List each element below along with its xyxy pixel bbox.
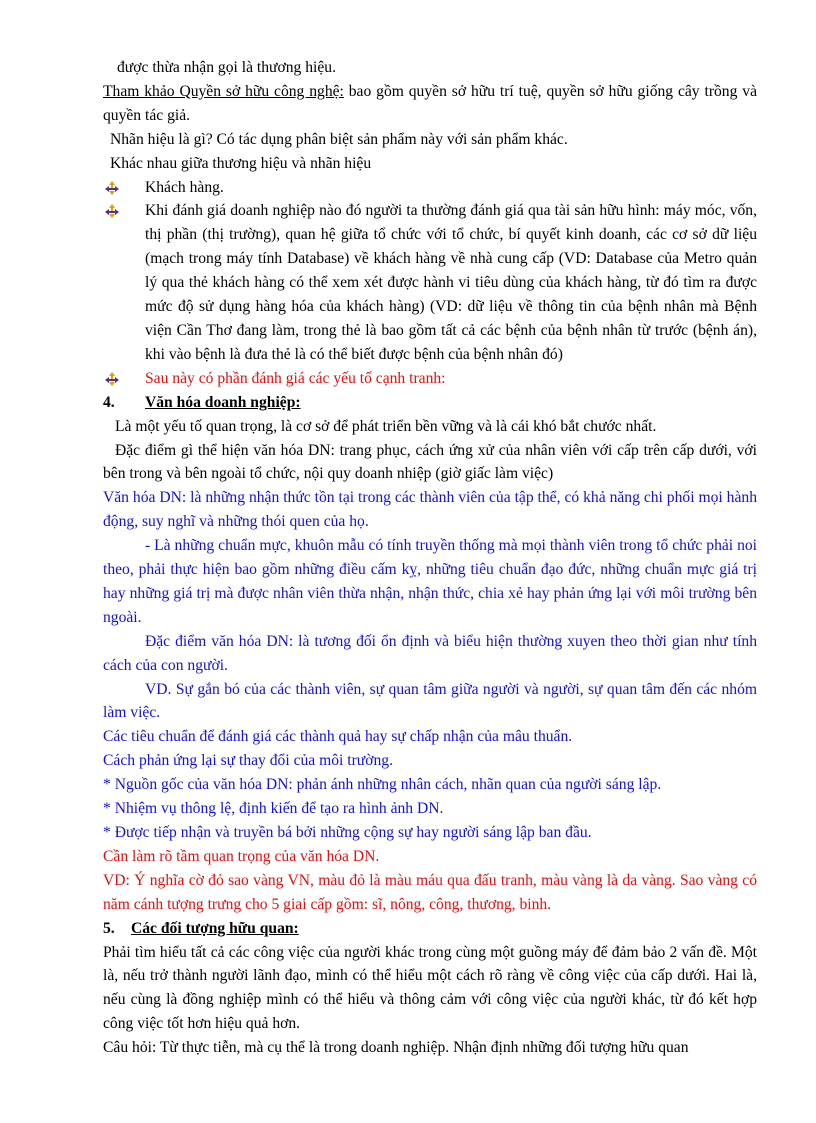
paragraph: Đặc điểm gì thể hiện văn hóa DN: trang phục, cách ứng xử của nhân viên với cấp trên cấp dưới, với bên trong và bên ngoài tổ chức, nội quy doanh nhiệp (giờ giấc làm việc) — [103, 441, 757, 483]
underlined-label: Tham khảo Quyền sở hữu công nghệ: — [103, 82, 344, 100]
paragraph: * Được tiếp nhận và truyền bá bởi những cộng sự hay người sáng lập ban đầu. — [103, 824, 592, 841]
bullet-item — [103, 367, 757, 391]
section-4-heading — [103, 391, 757, 415]
paragraph: Phải tìm hiểu tất cả các công việc của người khác trong cùng một guồng máy để đảm bảo 2 vấn đề. Một là, nếu trở thành người lãnh đạo, mình có thể hiểu một cách rõ ràng về công việc của cấp dưới. Hai là, nếu cùng là đồng nghiệp mình có thể hiểu và thông cảm với công việc của người khác, từ đó kết hợp công việc tốt hơn hiệu quả hơn. — [103, 943, 757, 1033]
section-title: Văn hóa doanh nghiệp: — [145, 393, 301, 411]
paragraph: * Nhiệm vụ thông lệ, định kiến để tạo ra hình ảnh DN. — [103, 800, 444, 818]
section-number: 5. — [103, 919, 115, 937]
paragraph: Nhãn hiệu là gì? Có tác dụng phân biệt sản phẩm này với sản phẩm khác. — [110, 130, 568, 148]
bullet-text: Sau này có phần đánh giá các yếu tố cạnh tranh: — [145, 369, 446, 387]
section-5-heading — [103, 917, 757, 941]
paragraph: được thừa nhận gọi là thương hiệu. — [117, 59, 336, 76]
paragraph: Câu hỏi: Từ thực tiễn, mà cụ thể là trong doanh nghiệp. Nhận định những đối tượng hữu quan — [103, 1039, 689, 1057]
paragraph-tham-khao — [103, 80, 757, 128]
four-way-arrow-bullet-icon — [105, 372, 119, 386]
section-title: Các đối tượng hữu quan: — [131, 919, 299, 937]
paragraph: Khác nhau giữa thương hiệu và nhãn hiệu — [110, 154, 372, 172]
paragraph: VD. Sự gắn bó của các thành viên, sự quan tâm giữa người và người, sự quan tâm đến các nhóm làm việc. — [103, 680, 757, 722]
bullet-item — [103, 199, 757, 366]
paragraph: VD: Ý nghĩa cờ đỏ sao vàng VN, màu đỏ là màu máu qua đấu tranh, màu vàng là da vàng. Sao vàng có năm cánh tượng trưng cho 5 giai cấp gồm: sĩ, nông, công, thương, binh. — [103, 871, 757, 913]
paragraph: Đặc điểm văn hóa DN: là tương đối ổn định và biểu hiện thường xuyen theo thời gian như tính cách của con người. — [103, 632, 757, 674]
paragraph: Văn hóa DN: là những nhận thức tồn tại trong các thành viên của tập thể, có khả năng chi phối mọi hành động, suy nghĩ và những thói quen của họ. — [103, 489, 757, 531]
paragraph: Cách phản ứng lại sự thay đổi của môi trường. — [103, 752, 393, 770]
bullet-text: Khách hàng. — [145, 178, 224, 196]
paragraph: - Là những chuẩn mực, khuôn mẫu có tính truyền thống mà mọi thành viên trong tổ chức phải noi theo, phải thực hiện bao gồm những điều cấm kỵ, những tiêu chuẩn đạo đức, những chuẩn mực giá trị hay những giá trị mà được nhân viên thừa nhận, nhận thức, chia xẻ hay phản ứng lại với môi trường bên ngoài. — [103, 537, 757, 626]
bullet-item — [103, 176, 757, 200]
four-way-arrow-bullet-icon — [105, 181, 119, 195]
four-way-arrow-bullet-icon — [105, 204, 119, 218]
document-page — [103, 56, 757, 1060]
section-number: 4. — [103, 393, 115, 411]
bullet-text: Khi đánh giá doanh nghiệp nào đó người ta thường đánh giá qua tài sản hữu hình: máy móc, vốn, thị phần (thị trường), quan hệ giữa tổ chức với tổ chức, bí quyết kinh doanh, các cơ sở dữ liệu (mạch trong máy tính Database) về khách hàng về nhà cung cấp (VD: Database của Metro quản lý qua thẻ khách hàng có thể xem xét được hành vi tiêu dùng của khách hàng, từ đó tìm ra được mức độ sử dụng hàng hóa của khách hàng) (VD: dữ liệu về thông tin của bệnh nhân mà Bệnh viện Cần Thơ đang làm, trong thẻ là bao gồm tất cả các bệnh của bệnh nhân từ trước (bệnh án), khi vào bệnh là đưa thẻ là có thể biết được bệnh của bệnh nhân đó) — [145, 202, 757, 363]
paragraph: Cần làm rõ tầm quan trọng của văn hóa DN. — [103, 847, 380, 865]
paragraph: Là một yếu tố quan trọng, là cơ sở để phát triển bền vững và là cái khó bắt chước nhất. — [115, 417, 657, 435]
paragraph: Các tiêu chuẩn để đánh giá các thành quả hay sự chấp nhận của mâu thuẩn. — [103, 728, 573, 746]
paragraph: * Nguồn gốc của văn hóa DN: phản ánh những nhân cách, nhãn quan của người sáng lập. — [103, 776, 662, 794]
paragraph-text: bao gồm quyền sở hữu trí tuệ, quyền sở hữu giống cây trồng và quyền tác giả. — [103, 82, 757, 124]
